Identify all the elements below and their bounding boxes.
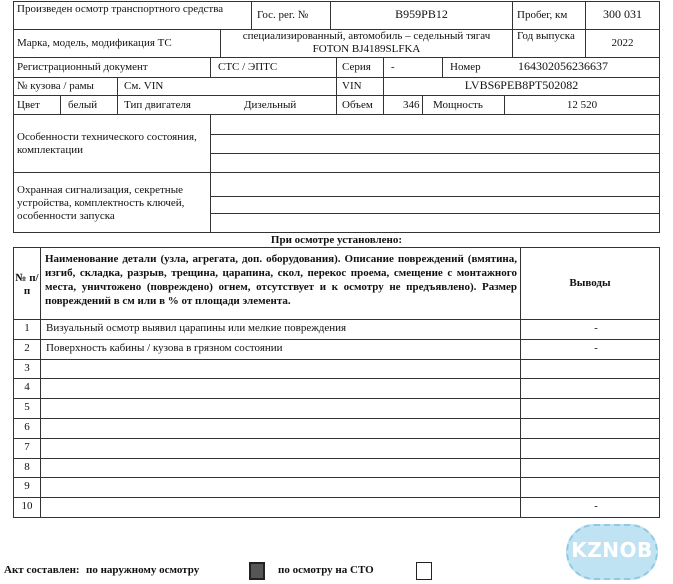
findings-title: При осмотре установлено: bbox=[270, 234, 403, 246]
power-label: Мощность bbox=[433, 99, 483, 111]
col-result-header: Выводы bbox=[569, 277, 611, 289]
model-value-line2: FOTON BJ4189SLFKA bbox=[312, 43, 421, 55]
kznob-watermark bbox=[566, 524, 658, 580]
volume-label: Объем bbox=[342, 99, 373, 111]
col-desc-header: Наименование детали (узла, агрегата, доп. оборудования). Описание повреждений (вмятина, изгиб, складка, разрыв, трещина, царапина, скол, перекос проема, смещение с монтажного места, уничтожено (повреждено) огнем, отсутствует и к осмотру не предъявлено). Размер повреждений в см или в % от площади элемента. bbox=[45, 253, 517, 307]
sto-inspection-checkbox[interactable] bbox=[416, 562, 432, 580]
color-label: Цвет bbox=[17, 99, 40, 111]
alarm-label: Охранная сигнализация, секретные устройства, комплектность ключей, особенности запуска bbox=[17, 184, 185, 222]
row-number: 1 bbox=[24, 322, 30, 334]
vin-label: VIN bbox=[342, 80, 362, 92]
sto-label: по осмотру на СТО bbox=[278, 564, 374, 576]
series-label: Серия bbox=[342, 61, 371, 73]
row-number: 4 bbox=[24, 381, 30, 393]
act-label: Акт составлен: bbox=[4, 564, 80, 576]
row-number: 6 bbox=[24, 421, 30, 433]
row-number: 9 bbox=[24, 480, 30, 492]
row-result: - bbox=[594, 500, 598, 512]
number-value: 164302056236637 bbox=[518, 59, 608, 73]
model-value-line1: специализированный, автомобиль – седельный тягач bbox=[242, 30, 491, 42]
tech-condition-label: Особенности технического состояния, комплектации bbox=[17, 131, 197, 156]
year-label: Год выпуска bbox=[517, 30, 575, 42]
series-value: - bbox=[391, 61, 395, 73]
row-description: Поверхность кабины / кузова в грязном состоянии bbox=[46, 342, 283, 354]
row-description: Визуальный осмотр выявил царапины или мелкие повреждения bbox=[46, 322, 347, 334]
model-label: Марка, модель, модификация ТС bbox=[17, 37, 172, 49]
volume-value: 346 bbox=[403, 99, 420, 111]
row-number: 10 bbox=[21, 500, 33, 512]
vin-value: LVBS6PEB8PT502082 bbox=[464, 78, 579, 92]
row-number: 3 bbox=[24, 362, 30, 374]
external-label: по наружному осмотру bbox=[86, 564, 200, 576]
col-num-header: № п/п bbox=[15, 272, 39, 297]
doc-label: Регистрационный документ bbox=[17, 61, 148, 73]
inspection-label: Произведен осмотр транспортного средства bbox=[17, 3, 224, 15]
row-result: - bbox=[594, 322, 598, 334]
color-value: белый bbox=[68, 99, 98, 111]
mileage-label: Пробег, км bbox=[517, 9, 568, 21]
number-label: Номер bbox=[450, 61, 481, 73]
mileage-value: 300 031 bbox=[603, 7, 642, 21]
engine-label: Тип двигателя bbox=[124, 99, 191, 111]
watermark-text: KZNOB bbox=[571, 538, 653, 562]
body-value: См. VIN bbox=[124, 80, 164, 92]
reg-value: В959РВ12 bbox=[395, 7, 448, 21]
row-result: - bbox=[594, 342, 598, 354]
engine-value: Дизельный bbox=[244, 99, 297, 111]
reg-label: Гос. рег. № bbox=[257, 9, 309, 21]
row-number: 7 bbox=[24, 441, 30, 453]
row-number: 2 bbox=[24, 342, 30, 354]
power-value: 12 520 bbox=[566, 99, 598, 111]
year-value: 2022 bbox=[611, 37, 634, 49]
row-number: 8 bbox=[24, 461, 30, 473]
external-inspection-checkbox[interactable] bbox=[249, 562, 265, 580]
row-number: 5 bbox=[24, 401, 30, 413]
body-label: № кузова / рамы bbox=[17, 80, 94, 92]
doc-value: СТС / ЭПТС bbox=[218, 61, 278, 73]
